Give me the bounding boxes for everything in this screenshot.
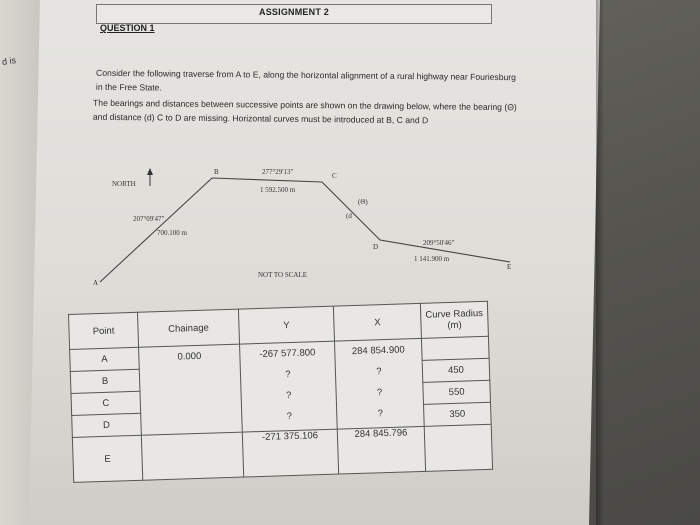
de-bearing: 209°50'46" (423, 239, 455, 247)
header-y: Y (238, 306, 334, 344)
cell-x: 284 845.796 (337, 426, 425, 474)
cell-point: C (71, 391, 141, 415)
point-b-label: B (214, 168, 219, 176)
cell-point: E (72, 435, 142, 482)
y-c: ? (285, 390, 292, 402)
x-d: ? (377, 408, 384, 420)
ab-bearing: 207°09'47" (133, 215, 165, 223)
cell-chainage (141, 432, 243, 480)
header-curve-radius: Curve Radius (m) (420, 301, 488, 338)
question-paragraph-1: Consider the following traverse from A to E, along the horizontal alignment of a rural highway near Fouriesburg in the Free State. (95, 67, 517, 93)
bc-distance: 1 592.500 m (260, 186, 296, 194)
y-b: ? (285, 369, 291, 381)
x-c: ? (376, 387, 383, 399)
y-a: -267 577.800 (259, 347, 316, 361)
point-a-label: A (93, 279, 99, 287)
point-d-label: D (373, 243, 379, 251)
cell-y: -271 375.106 (242, 429, 338, 477)
cell-radius: 450 (422, 358, 490, 382)
x-b: ? (376, 366, 382, 378)
cell-radius: 350 (424, 402, 492, 426)
header-x: X (333, 303, 421, 341)
north-arrow-icon (147, 168, 153, 175)
cell-point: B (70, 369, 140, 393)
bc-bearing: 277°29'13" (262, 168, 294, 176)
cd-bearing: (Θ) (358, 198, 368, 206)
y-d: ? (286, 411, 293, 423)
ab-distance: 700.100 m (157, 229, 187, 237)
point-c-label: C (332, 172, 337, 180)
cell-radius: 550 (423, 380, 491, 404)
question-title: QUESTION 1 (100, 23, 155, 33)
traverse-table (68, 301, 493, 483)
cell-point: A (70, 347, 140, 371)
header-chainage: Chainage (137, 309, 239, 347)
cell-radius (424, 424, 492, 471)
adjacent-page-text: d is (1, 55, 17, 67)
north-label: NORTH (112, 180, 136, 188)
cell-y (240, 341, 338, 432)
point-e-label: E (507, 263, 512, 271)
question-paragraph-2: The bearings and distances between successive points are shown on the drawing below, where the bearing (Θ) and distance (d) C to D are missing. Horizontal curves must be introduced at B, C and D (92, 97, 517, 126)
assignment-title: ASSIGNMENT 2 (259, 7, 329, 17)
de-distance: 1 141.900 m (414, 255, 450, 263)
cell-x (334, 338, 424, 429)
header-point: Point (69, 312, 139, 349)
cd-distance: (d (346, 212, 352, 220)
cell-point: D (72, 413, 142, 437)
x-a: 284 854.900 (351, 344, 405, 358)
scale-note: NOT TO SCALE (258, 271, 308, 279)
chainage-a: 0.000 (177, 350, 202, 363)
cell-radius (421, 336, 489, 360)
cell-chainage (139, 344, 243, 435)
